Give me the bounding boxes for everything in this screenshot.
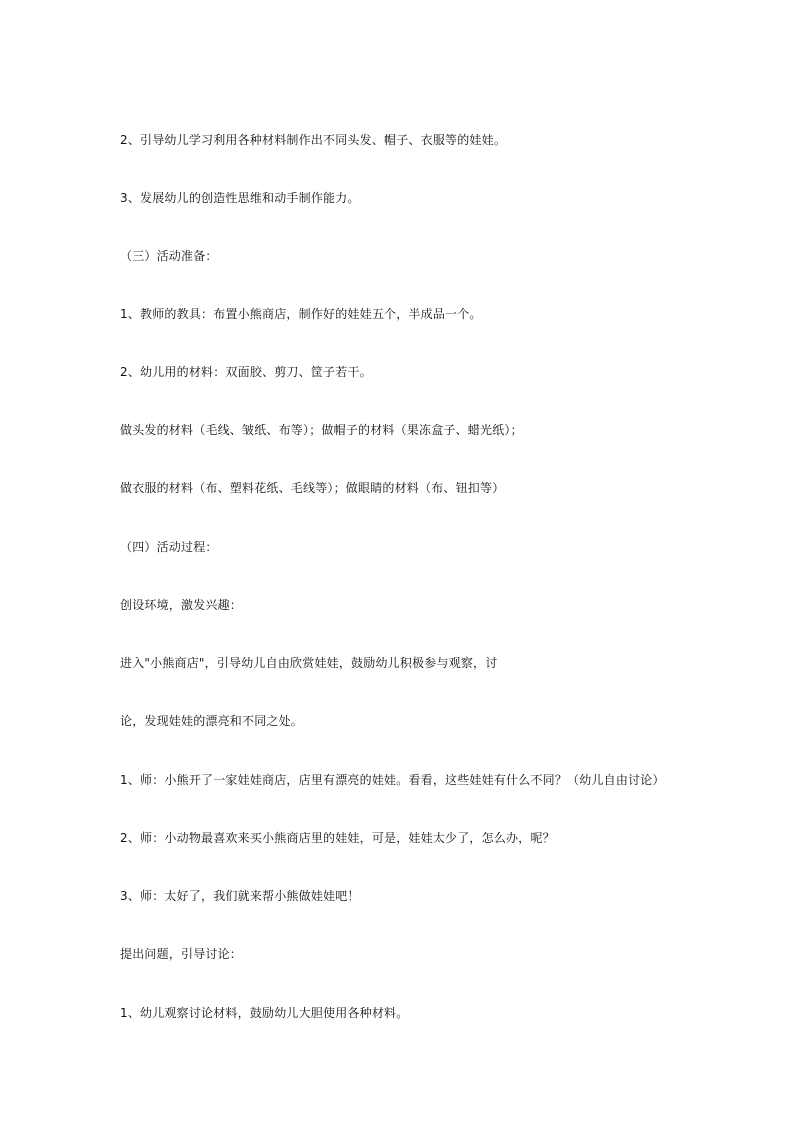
paragraph-create-environment: 创设环境，激发兴趣： bbox=[120, 598, 243, 612]
paragraph-child-materials: 2、幼儿用的材料：双面胶、剪刀、筐子若干。 bbox=[120, 365, 372, 379]
paragraph-observe-materials: 1、幼儿观察讨论材料，鼓励幼儿大胆使用各种材料。 bbox=[120, 1006, 409, 1020]
paragraph-teacher-materials: 1、教师的教具：布置小熊商店，制作好的娃娃五个，半成品一个。 bbox=[120, 307, 482, 321]
paragraph-clothes-eye-materials: 做衣服的材料（布、塑料花纸、毛线等）；做眼睛的材料（布、钮扣等） bbox=[120, 481, 505, 495]
paragraph-raise-question: 提出问题，引导讨论： bbox=[120, 947, 243, 961]
paragraph-teacher-line-2: 2、师：小动物最喜欢来买小熊商店里的娃娃，可是，娃娃太少了，怎么办，呢？ bbox=[120, 831, 555, 845]
paragraph-enter-shop-continued: 论，发现娃娃的漂亮和不同之处。 bbox=[120, 714, 304, 728]
paragraph-teacher-line-3: 3、师：太好了，我们就来帮小熊做娃娃吧！ bbox=[120, 889, 360, 903]
paragraph-enter-shop: 进入"小熊商店"，引导幼儿自由欣赏娃娃，鼓励幼儿积极参与观察，讨 bbox=[120, 656, 498, 670]
section-heading-preparation: （三）活动准备： bbox=[120, 249, 218, 263]
section-heading-process: （四）活动过程： bbox=[120, 540, 218, 554]
paragraph-objective-3: 3、发展幼儿的创造性思维和动手制作能力。 bbox=[120, 191, 360, 205]
paragraph-hair-hat-materials: 做头发的材料（毛线、皱纸、布等）；做帽子的材料（果冻盒子、蜡光纸）； bbox=[120, 423, 523, 437]
paragraph-teacher-line-1: 1、师：小熊开了一家娃娃商店，店里有漂亮的娃娃。看看，这些娃娃有什么不同？（幼儿自由讨论） bbox=[120, 773, 665, 787]
paragraph-objective-2: 2、引导幼儿学习利用各种材料制作出不同头发、帽子、衣服等的娃娃。 bbox=[120, 133, 507, 147]
